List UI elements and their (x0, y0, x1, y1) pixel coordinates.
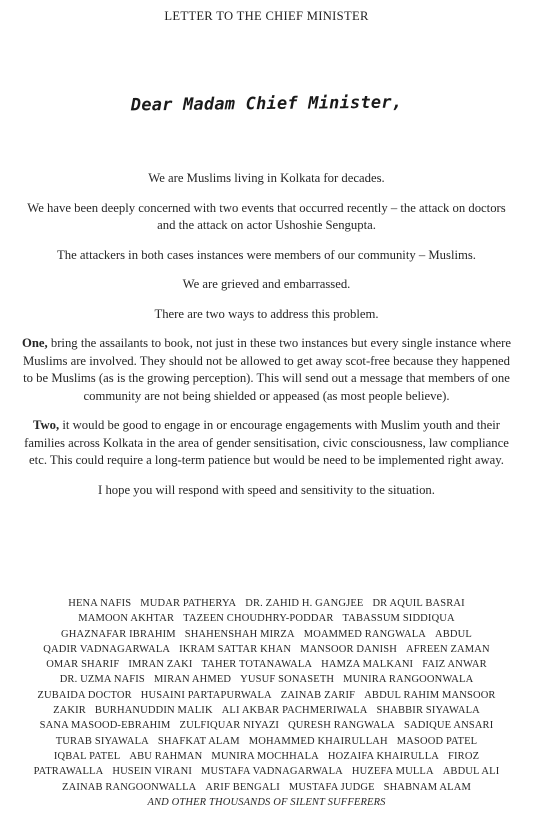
signatories-list (14, 596, 519, 810)
signatory-name: ZULFIQUAR NIYAZI (179, 720, 280, 732)
signatory-name: ABDUL RAHIM MANSOOR (364, 689, 496, 701)
paragraph-text: We are grieved and embarrassed. (182, 277, 351, 291)
signatory-name: QADIR VADNAGARWALA (43, 643, 171, 655)
signatory-name: SHAFKAT ALAM (157, 735, 240, 747)
paragraph-1 (20, 170, 513, 188)
signatory-name: FIROZ (448, 750, 480, 762)
signatory-name: MUSTAFA VADNAGARWALA (200, 766, 343, 778)
signatory-name: IMRAN ZAKI (128, 659, 193, 671)
signatory-name: MOHAMMED KHAIRULLAH (248, 735, 388, 747)
signatory-row (14, 657, 519, 672)
signatory-name: FAIZ ANWAR (422, 659, 487, 671)
signatory-name: ZAINAB RANGOONWALLA (62, 781, 197, 793)
signatory-row (14, 611, 519, 626)
signatory-name: OMAR SHARIF (46, 659, 120, 671)
signatory-name: MAMOON AKHTAR (78, 613, 175, 625)
signatory-name: TABASSUM SIDDIQUA (342, 613, 455, 625)
paragraph-text: We are Muslims living in Kolkata for decades. (148, 171, 385, 185)
signatory-name: ZAINAB ZARIF (280, 689, 356, 701)
signatory-name: TAHER TOTANAWALA (201, 659, 313, 671)
signatory-name: HUSAINI PARTAPURWALA (140, 689, 272, 701)
signatory-name: GHAZNAFAR IBRAHIM (61, 628, 176, 640)
paragraph-3 (20, 247, 513, 265)
paragraph-text: The attackers in both cases instances were members of our community – Muslims. (57, 247, 476, 262)
signatory-row (14, 703, 519, 718)
signatory-name: SADIQUE ANSARI (404, 720, 494, 732)
signatory-name: BURHANUDDIN MALIK (94, 705, 213, 717)
signatory-name: HAMZA MALKANI (321, 659, 414, 671)
signatory-name: HOZAIFA KHAIRULLA (327, 750, 440, 762)
paragraph-5 (20, 306, 513, 324)
letter-title: LETTER TO THE CHIEF MINISTER (164, 9, 369, 23)
signatory-name: MUDAR PATHERYA (140, 598, 237, 609)
signatory-row (14, 596, 519, 611)
paragraph-2 (20, 200, 513, 235)
signatory-name: ALI AKBAR PACHMERIWALA (221, 705, 368, 717)
signatory-name: SHAHENSHAH MIRZA (184, 628, 295, 640)
signatory-name: MUNIRA RANGOONWALA (343, 674, 474, 686)
paragraph-text: We have been deeply concerned with two events that occurred recently – the attack on doctors and the attack on actor Ushoshie Sengupta. (27, 200, 506, 232)
paragraph-text: There are two ways to address this problem. (154, 306, 379, 321)
signatory-name: MUNIRA MOCHHALA (211, 750, 319, 762)
paragraph-lead: One, (21, 336, 48, 350)
salutation: Dear Madam Chief Minister, (130, 92, 403, 116)
signatory-row (14, 642, 519, 657)
paragraph-lead: Two, (33, 418, 60, 432)
paragraph-7 (20, 417, 513, 470)
signatory-row (14, 764, 519, 779)
signatory-name: ZAKIR (53, 705, 86, 717)
signatory-name: HUZEFA MULLA (351, 766, 434, 778)
signatory-name: MOAMMED RANGWALA (303, 628, 427, 640)
signatory-name: DR AQUIL BASRAI (372, 598, 465, 609)
signatory-name: YUSUF SONASETH (240, 674, 335, 686)
signatory-name: PATRAWALLA (33, 766, 104, 778)
signatory-name: SHABNAM ALAM (383, 781, 471, 793)
signatory-name: TAZEEN CHOUDHRY-PODDAR (183, 613, 334, 625)
signatory-name: SANA MASOOD-EBRAHIM (39, 720, 171, 732)
signatory-name: ABDUL ALI (442, 766, 500, 778)
signatory-row (14, 688, 519, 703)
signatory-row (14, 718, 519, 733)
signatory-name: SHABBIR SIYAWALA (376, 705, 480, 717)
signatory-name: DR. UZMA NAFIS (59, 674, 145, 686)
signatory-name: AFREEN ZAMAN (405, 643, 490, 655)
signatory-row (14, 672, 519, 687)
signatory-row (14, 780, 519, 795)
signatory-name: MASOOD PATEL (396, 735, 478, 747)
signatory-name: IQBAL PATEL (53, 750, 121, 762)
letter-body (20, 170, 513, 499)
signatory-name: ABDUL (435, 628, 472, 640)
signatory-name: DR. ZAHID H. GANGJEE (245, 598, 364, 609)
signatory-name: HUSEIN VIRANI (112, 766, 192, 778)
paragraph-text: bring the assailants to book, not just in these two instances but every single instance where Muslims are involved. They should not be allowed to get away scot-free because they happened to be Muslims (as is the growing perception). This will send out a message that members of one community are not being shielded or appeased (as most people believe). (22, 336, 512, 403)
signatory-name: IKRAM SATTAR KHAN (179, 643, 292, 655)
paragraph-6 (20, 335, 513, 405)
signatory-name: MUSTAFA JUDGE (288, 781, 375, 793)
paragraph-text: it would be good to engage in or encourage engagements with Muslim youth and their families across Kolkata in the area of gender sensitisation, civic consciousness, law compliance etc. This could require a long-term patience but would be need to be implemented right away. (24, 418, 509, 467)
signatory-name: ABU RAHMAN (129, 750, 203, 762)
signatory-name: QURESH RANGWALA (288, 720, 396, 732)
signatory-name: ZUBAIDA DOCTOR (37, 689, 132, 701)
closing-line: AND OTHER THOUSANDS OF SILENT SUFFERERS (147, 796, 386, 808)
paragraph-4 (20, 276, 513, 294)
signatory-row (14, 627, 519, 642)
paragraph-text: I hope you will respond with speed and sensitivity to the situation. (98, 482, 435, 497)
signatory-row (14, 749, 519, 764)
signatory-name: MANSOOR DANISH (300, 643, 397, 655)
paragraph-8 (20, 482, 513, 500)
signatory-row (14, 734, 519, 749)
signatory-name: MIRAN AHMED (153, 674, 232, 686)
signatory-name: TURAB SIYAWALA (55, 735, 149, 747)
signatory-name: ARIF BENGALI (205, 781, 280, 793)
signatory-name: HENA NAFIS (68, 598, 132, 609)
